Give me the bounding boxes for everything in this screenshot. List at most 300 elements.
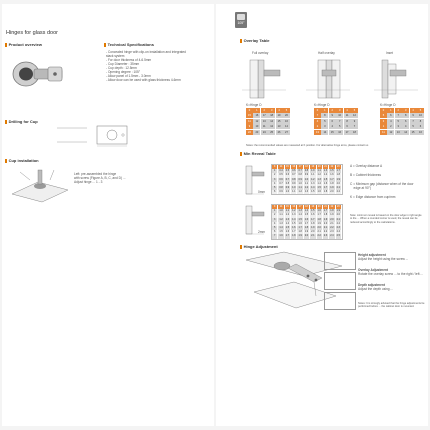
reveal-table-cell: 2.0 (329, 218, 335, 222)
reveal-table-cell: 1.2 (317, 173, 323, 177)
reveal-table-cell: 1.5 (285, 226, 291, 230)
overlay-grid-cell: 3 (380, 119, 387, 124)
reveal-notes: A = Overlay distance A B = Cabinet thickness C = Minimum gap (distance when of the door edge at 90°) K = Edge distance from cup/mm (350, 164, 414, 199)
reveal-table-cell: 1.8 (317, 218, 323, 222)
hinge-badge-icon (237, 14, 245, 20)
reveal-table-cell: 0.9 (278, 190, 284, 194)
cup-installation-text: Left: pre-assembled the hinge with screw (Figure A, B, C, and D) ... Adjust hinge ... 1 - 3 (74, 172, 126, 184)
reveal-table-cell: 1.7 (323, 209, 329, 213)
overlay-grid-cell: 6 (387, 113, 394, 118)
reveal-table-cell: 5 (272, 186, 278, 190)
spec-line: stack system (106, 54, 125, 58)
reveal-table-cell: 2.1 (317, 230, 323, 234)
reveal-table-cell: 1.5 (310, 209, 316, 213)
reveal-table-cell: 1.9 (323, 218, 329, 222)
overlay-grid-cell: 27 (283, 130, 290, 135)
overlay-grid-cell: 4 (402, 124, 409, 129)
reveal-table-cell: 1.3 (317, 178, 323, 182)
overlay-grid-cell: 8 (321, 113, 328, 118)
overlay-grid-cell: 20 (283, 113, 290, 118)
overlay-grid-cell: 10 (417, 113, 424, 118)
reveal-table-cell: 1.1 (304, 182, 310, 186)
overlay-grid-cell: 1 (253, 108, 260, 113)
reveal-table-cell: 1.3 (297, 209, 303, 213)
spec-line: - Cup depth : 12.5mm (106, 66, 137, 70)
overlay-grid-cell: 2 (387, 124, 394, 129)
overlay-grid-cell: 4 (410, 108, 417, 113)
overlay-grid-cell: 5 (417, 108, 424, 113)
overlay-grid-cell: 17 (261, 113, 268, 118)
overlay-grid-cell: 7 (351, 124, 358, 129)
overlay-grid-cell: 15 (246, 113, 253, 118)
overlay-note: Notes: the recommended values are measured at K position. For alternative hinge arms, please contact us (246, 144, 369, 147)
reveal-table-cell: 2 (272, 173, 278, 177)
reveal-table-cell: 19 (310, 165, 316, 169)
min-reveal-table-2mm (271, 204, 343, 240)
overlay-grid-cell: 17 (344, 130, 351, 135)
reveal-table-cell: 1.3 (323, 169, 329, 173)
reveal-table-cell: 2.4 (336, 230, 342, 234)
reveal-table-cell: 1.2 (291, 209, 297, 213)
overlay-grid-cell: 12 (387, 130, 394, 135)
reveal-table-cell: 1.0 (297, 182, 303, 186)
reveal-table-cell: 1.5 (317, 186, 323, 190)
reveal-table-cell: 2.4 (329, 234, 335, 238)
reveal-table-cell: 1.6 (323, 182, 329, 186)
reveal-table-cell: 1.5 (297, 218, 303, 222)
reveal-table-cell: 14 (278, 165, 284, 169)
reveal-table-cell: 1.6 (329, 173, 335, 177)
reveal-table-cell: 1.6 (285, 230, 291, 234)
reveal-table-cell: 1.1 (291, 190, 297, 194)
overlay-grid-caption: K=Hinge D (314, 103, 330, 107)
overlay-grid-cell: 10 (253, 124, 260, 129)
overlay-grid-cell: 1 (387, 108, 394, 113)
reveal-table-cell: 1.5 (323, 178, 329, 182)
reveal-table-cell: 2 (272, 213, 278, 217)
overlay-grid-cell: 7 (314, 113, 321, 118)
overlay-grid-cell: 26 (276, 130, 283, 135)
reveal-table-cell: 1.3 (285, 218, 291, 222)
reveal-table-cell: 2.1 (310, 234, 316, 238)
overlay-grid-cell: 3 (336, 108, 343, 113)
reveal-table-cell: 1.9 (304, 230, 310, 234)
reveal-table-cell: 1.3 (304, 190, 310, 194)
reveal-table-cell: 1.7 (304, 222, 310, 226)
overlay-grid-cell: 16 (336, 130, 343, 135)
reveal-table-cell: 1.8 (297, 230, 303, 234)
overlay-grid-cell: 4 (329, 124, 336, 129)
reveal-table-cell: 17 (297, 205, 303, 209)
overlay-grid-cell: 8 (417, 119, 424, 124)
adjust-detail-box-3 (324, 292, 356, 310)
reveal-table-cell: 1.5 (278, 230, 284, 234)
overlay-grid-cell: 4 (276, 108, 283, 113)
reveal-table-cell: 1.3 (310, 182, 316, 186)
reveal-table-cell: 1.1 (297, 186, 303, 190)
reveal-table-cell: 0.7 (297, 169, 303, 173)
overlay-grid-cell: 4 (314, 119, 321, 124)
adjust-detail-box-2 (324, 272, 356, 290)
label-inset: Inset (386, 51, 393, 55)
spec-line: - Cup Diameter : 35mm (106, 62, 140, 66)
overlay-grid-cell: 22 (246, 130, 253, 135)
overlay-grid-cell: 9 (246, 124, 253, 129)
overlay-grid-cell: 16 (417, 130, 424, 135)
section-cup-installation: Cup installation (5, 158, 39, 163)
reveal-table-cell: 1.6 (278, 234, 284, 238)
overlay-grid-cell: 3 (321, 124, 328, 129)
reveal-table-cell: 1.0 (310, 169, 316, 173)
reveal-table-cell: 1.4 (285, 222, 291, 226)
overlay-grid-cell: 3 (402, 108, 409, 113)
reveal-table-cell: 1 (272, 209, 278, 213)
reveal-table-cell: 1.8 (323, 190, 329, 194)
document-title: Hinges for glass door (6, 30, 58, 36)
inset-grid (380, 108, 424, 135)
reveal-table-cell: K (272, 165, 278, 169)
reveal-table-cell: 1.4 (317, 182, 323, 186)
reveal-table-cell: 18 (304, 165, 310, 169)
reveal-table-cell: 1.1 (285, 209, 291, 213)
reveal-table-cell: 0.7 (285, 178, 291, 182)
reveal-table-label: 2mm (258, 230, 266, 234)
reveal-table-row (272, 190, 342, 194)
overlay-grid-cell: 3 (268, 108, 275, 113)
overlay-grid-cell: 12 (253, 119, 260, 124)
overlay-grid-cell: 16 (283, 119, 290, 124)
reveal-table-cell: 1.4 (310, 186, 316, 190)
reveal-table-cell: 20 (317, 165, 323, 169)
overlay-grid-cell: 14 (268, 119, 275, 124)
reveal-table-cell: 1.6 (317, 209, 323, 213)
overlay-grid-cell: 12 (268, 124, 275, 129)
inset-diagram (372, 56, 422, 102)
section-product-overview: Product overview (5, 42, 42, 47)
reveal-table-cell: 3 (272, 178, 278, 182)
overlay-grid-cell: 13 (395, 130, 402, 135)
reveal-table-cell: 2.0 (304, 234, 310, 238)
adjust-note: Notes: It is strongly advised that the hinge adjustments be performed before ... the cabinet door is mounted. (358, 302, 425, 309)
overlay-grid-cell: 4 (344, 108, 351, 113)
reveal-table-cell: 1.8 (329, 209, 335, 213)
reveal-table-cell: 1.8 (336, 173, 342, 177)
reveal-table-cell: 0.6 (291, 169, 297, 173)
reveal-table-cell: 1.5 (304, 213, 310, 217)
overlay-grid-cell: 6 (402, 119, 409, 124)
overlay-grid-cell: 18 (351, 130, 358, 135)
reveal-table-cell: 1.5 (291, 222, 297, 226)
reveal-table-cell: 1.2 (285, 213, 291, 217)
reveal-table-cell: 2.3 (336, 226, 342, 230)
reveal-table-cell: 6 (272, 230, 278, 234)
reveal-table-cell: 1.7 (297, 226, 303, 230)
reveal-table-cell: 2.0 (336, 213, 342, 217)
drilling-diagram (57, 122, 137, 150)
reveal-table-cell: 2.1 (336, 218, 342, 222)
reveal-table-cell: 0.7 (278, 182, 284, 186)
overlay-grid-cell: 3 (395, 124, 402, 129)
overlay-grid-cell: 5 (336, 124, 343, 129)
reveal-table-cell: 1.8 (310, 222, 316, 226)
overlay-grid-cell: 5 (380, 113, 387, 118)
full-overlay-grid (246, 108, 290, 135)
overlay-grid-cell: 7 (395, 113, 402, 118)
overlay-grid-cell: 6 (417, 124, 424, 129)
cup-installation-diagram (10, 164, 70, 204)
adjust-notes: Height adjustment Adjust the height using the screw ... Overlay Adjustment Rotate the overlay screw ... to the right / left ... Depth adjustment Adjust the depth using ... (358, 253, 424, 291)
overlay-grid-cell: 11 (344, 113, 351, 118)
overlay-grid-cell: 13 (314, 130, 321, 135)
reveal-table-cell: 0.6 (285, 173, 291, 177)
reveal-table-cell: 1.8 (304, 226, 310, 230)
reveal-table-cell: 15 (285, 205, 291, 209)
reveal-table-cell: 1.0 (304, 178, 310, 182)
overlay-grid-cell: 5 (410, 124, 417, 129)
section-hinge-adjustment: Hinge Adjustment (240, 244, 278, 249)
reveal-table-cell: 1 (272, 169, 278, 173)
overlay-grid-caption: K=Hinge D (380, 103, 396, 107)
reveal-table-cell: 23 (336, 205, 342, 209)
reveal-table-cell: 1.7 (317, 213, 323, 217)
overlay-grid-cell: 2 (261, 108, 268, 113)
spec-line: - For door thickness of 4-6.5mm (106, 58, 152, 62)
overlay-grid-cell: 7 (410, 119, 417, 124)
hinge-product-photo (8, 54, 68, 94)
reveal-table-cell: 22 (329, 205, 335, 209)
reveal-table-cell: 6 (272, 190, 278, 194)
reveal-table-cell: 1.1 (278, 213, 284, 217)
overlay-grid-cell: 14 (283, 124, 290, 129)
reveal-table-cell: 4 (272, 222, 278, 226)
reveal-table-cell: 0.4 (278, 169, 284, 173)
overlay-grid-cell: 2 (329, 108, 336, 113)
overlay-grid-cell: 23 (253, 130, 260, 135)
overlay-grid-cell: 13 (261, 119, 268, 124)
reveal-table-cell: 2.3 (323, 234, 329, 238)
reveal-table-cell: 0.8 (285, 182, 291, 186)
reveal-table-cell: 22 (329, 165, 335, 169)
opening-angle-badge: 105° (235, 12, 247, 28)
spec-line: - Opening degree : 105° (106, 70, 141, 74)
reveal-table-cell: 1.6 (310, 213, 316, 217)
reveal-table-cell: 2.0 (336, 182, 342, 186)
reveal-table-cell: 1.7 (329, 178, 335, 182)
reveal-table-cell: 1.9 (317, 222, 323, 226)
overlay-grid-cell: 7 (336, 119, 343, 124)
overlay-grid-cell: 11 (380, 130, 387, 135)
label-full-overlay: Full overlay (252, 51, 269, 55)
reveal-table-cell: 15 (285, 165, 291, 169)
reveal-table-cell: 2.0 (317, 226, 323, 230)
overlay-grid-cell: 15 (329, 130, 336, 135)
overlay-grid-cell: 8 (402, 113, 409, 118)
reveal-table-cell: 1.4 (304, 209, 310, 213)
reveal-table-cell: 19 (310, 205, 316, 209)
reveal-table-cell: 1.6 (291, 226, 297, 230)
reveal-table-cell: 1.9 (310, 226, 316, 230)
reveal-table-cell: 1.5 (329, 169, 335, 173)
reveal-table-cell: 2.2 (329, 226, 335, 230)
specs-list (106, 50, 186, 82)
reveal-table-cell: 0.7 (291, 173, 297, 177)
overlay-grid-cell: 24 (261, 130, 268, 135)
reveal-table-cell: 2.5 (336, 234, 342, 238)
reveal-table-cell: 0.9 (297, 178, 303, 182)
section-drilling-for-cup: Drilling for Cup (5, 119, 38, 124)
reveal-table-cell: 16 (291, 165, 297, 169)
overlay-grid-cell: 16 (253, 113, 260, 118)
reveal-table-cell: 1.9 (329, 213, 335, 217)
overlay-grid-cell: 6 (329, 119, 336, 124)
overlay-grid-cell: 12 (351, 113, 358, 118)
overlay-grid-cell: 1 (380, 124, 387, 129)
left-page (2, 4, 214, 426)
reveal-table-cell: 1.7 (310, 218, 316, 222)
reveal-table-cell: 1.6 (297, 222, 303, 226)
half-overlay-grid (314, 108, 358, 135)
reveal-table-cell: 1.1 (317, 169, 323, 173)
spec-line: - Allow door can be used with glass thickness 4-6mm (106, 78, 181, 82)
reveal-table-cell: 2.1 (329, 222, 335, 226)
overlay-grid-cell: 10 (336, 113, 343, 118)
reveal-table-cell: 2.0 (310, 230, 316, 234)
reveal-table-cell: 1.5 (310, 190, 316, 194)
reveal-table-cell: K (272, 205, 278, 209)
reveal-table-cell: 1.7 (291, 230, 297, 234)
reveal-table-cell: 1.6 (317, 190, 323, 194)
reveal-table-cell: 0.8 (304, 169, 310, 173)
reveal-table-cell: 1.6 (304, 218, 310, 222)
reveal-table-cell: 7 (272, 234, 278, 238)
overlay-grid-cell: 25 (268, 130, 275, 135)
half-overlay-diagram (304, 56, 354, 102)
reveal-table-cell: 2.1 (336, 186, 342, 190)
reveal-table-cell: 1.7 (336, 169, 342, 173)
reveal-table-cell: 5 (272, 226, 278, 230)
overlay-grid-cell: 9 (410, 113, 417, 118)
overlay-grid-cell: 13 (276, 124, 283, 129)
overlay-grid-cell: 2 (395, 108, 402, 113)
reveal-table-cell: 1.2 (304, 186, 310, 190)
overlay-grid-cell: 9 (351, 119, 358, 124)
reveal-table-label: 0mm (258, 190, 266, 194)
overlay-grid-cell: 2 (314, 124, 321, 129)
overlay-grid-cell: 11 (261, 124, 268, 129)
overlay-grid-cell: 14 (402, 130, 409, 135)
overlay-grid-cell: 5 (283, 108, 290, 113)
reveal-table-cell: 0.8 (278, 186, 284, 190)
reveal-table-cell: 1.2 (310, 178, 316, 182)
reveal-table-cell: 1.7 (285, 234, 291, 238)
reveal-table-cell: 1.7 (323, 186, 329, 190)
reveal-table-row (272, 234, 342, 238)
reveal-table-cell: 2.0 (323, 222, 329, 226)
reveal-table-cell: 1.4 (323, 173, 329, 177)
overlay-grid-caption: K=Hinge D (246, 103, 262, 107)
reveal-table-cell: 20 (317, 205, 323, 209)
spec-line: - Concealed hinge with clip-on installation and integrated (106, 50, 186, 54)
reveal-table-cell: 0.5 (285, 169, 291, 173)
adjust-detail-box-1 (324, 252, 356, 270)
reveal-table-cell: 0.8 (297, 173, 303, 177)
spec-line: - Allow panel of 1.5mm - 3.0mm (106, 74, 151, 78)
reveal-table-cell: 0.8 (291, 178, 297, 182)
reveal-table-cell: 2.3 (329, 230, 335, 234)
reveal-table-cell: 2.0 (329, 190, 335, 194)
reveal-table-cell: 2.1 (323, 226, 329, 230)
overlay-grid-cell: 9 (329, 113, 336, 118)
overlay-grid-cell: 5 (321, 119, 328, 124)
reveal-table-cell: 1.3 (278, 222, 284, 226)
reveal-table-cell: 14 (278, 205, 284, 209)
reveal-table-cell: 1.9 (297, 234, 303, 238)
reveal-table-cell: 0.9 (285, 186, 291, 190)
reveal-table-cell: 0.6 (278, 178, 284, 182)
reveal-table-cell: 4 (272, 182, 278, 186)
section-technical-specifications: Technical Specifications (104, 42, 154, 47)
section-overlay-table: Overlay Table (240, 38, 270, 43)
reveal-table-cell: 2.2 (317, 234, 323, 238)
overlay-grid-cell: 6 (344, 124, 351, 129)
reveal-table-cell: 0.9 (304, 173, 310, 177)
overlay-grid-cell: 18 (268, 113, 275, 118)
reveal-table-cell: 17 (297, 165, 303, 169)
reveal-table-cell: 1.8 (291, 234, 297, 238)
reveal-table-cell: 2.2 (336, 222, 342, 226)
reveal-note: Note: minimum reveal is based on the door edge in right angle to the ... When a rounded corner is used, the reveal can be reduced accordingly to the calculations. (350, 214, 422, 224)
reveal-table-cell: 1.0 (291, 186, 297, 190)
reveal-table-cell: 1.8 (329, 182, 335, 186)
reveal-table-cell: 1.9 (336, 209, 342, 213)
reveal-table-cell: 3 (272, 218, 278, 222)
section-min-reveal-table: Min Reveal Table (240, 151, 276, 156)
reveal-table-cell: 1.0 (285, 190, 291, 194)
reveal-table-cell: 21 (323, 205, 329, 209)
reveal-table-cell: 16 (291, 205, 297, 209)
reveal-table-cell: 1.4 (297, 213, 303, 217)
overlay-grid-cell: 8 (344, 119, 351, 124)
reveal-table-cell: 1.0 (278, 209, 284, 213)
overlay-grid-cell: 0 (380, 108, 387, 113)
reveal-table-cell: 1.2 (297, 190, 303, 194)
reveal-table-cell: 0.9 (291, 182, 297, 186)
overlay-grid-cell: 15 (410, 130, 417, 135)
reveal-table-cell: 1.1 (310, 173, 316, 177)
overlay-grid-cell: 11 (246, 119, 253, 124)
reveal-table-cell: 2.2 (323, 230, 329, 234)
min-reveal-table-0mm (271, 164, 343, 195)
label-half-overlay: Half overlay (318, 51, 335, 55)
overlay-grid-cell: 5 (351, 108, 358, 113)
reveal-table-cell: 18 (304, 205, 310, 209)
reveal-table-cell: 0.5 (278, 173, 284, 177)
reveal-table-cell: 1.9 (336, 178, 342, 182)
reveal-table-cell: 2.2 (336, 190, 342, 194)
reveal-table-cell: 21 (323, 165, 329, 169)
overlay-grid-cell: 0 (314, 108, 321, 113)
right-page (216, 4, 428, 426)
reveal-table-cell: 23 (336, 165, 342, 169)
reveal-table-cell: 1.2 (278, 218, 284, 222)
overlay-grid-cell: 15 (276, 119, 283, 124)
overlay-grid-cell: 14 (321, 130, 328, 135)
reveal-table-cell: 1.3 (291, 213, 297, 217)
overlay-grid-cell: 5 (395, 119, 402, 124)
overlay-grid-cell: 4 (387, 119, 394, 124)
reveal-table-cell: 1.4 (291, 218, 297, 222)
overlay-grid-cell: 0 (246, 108, 253, 113)
